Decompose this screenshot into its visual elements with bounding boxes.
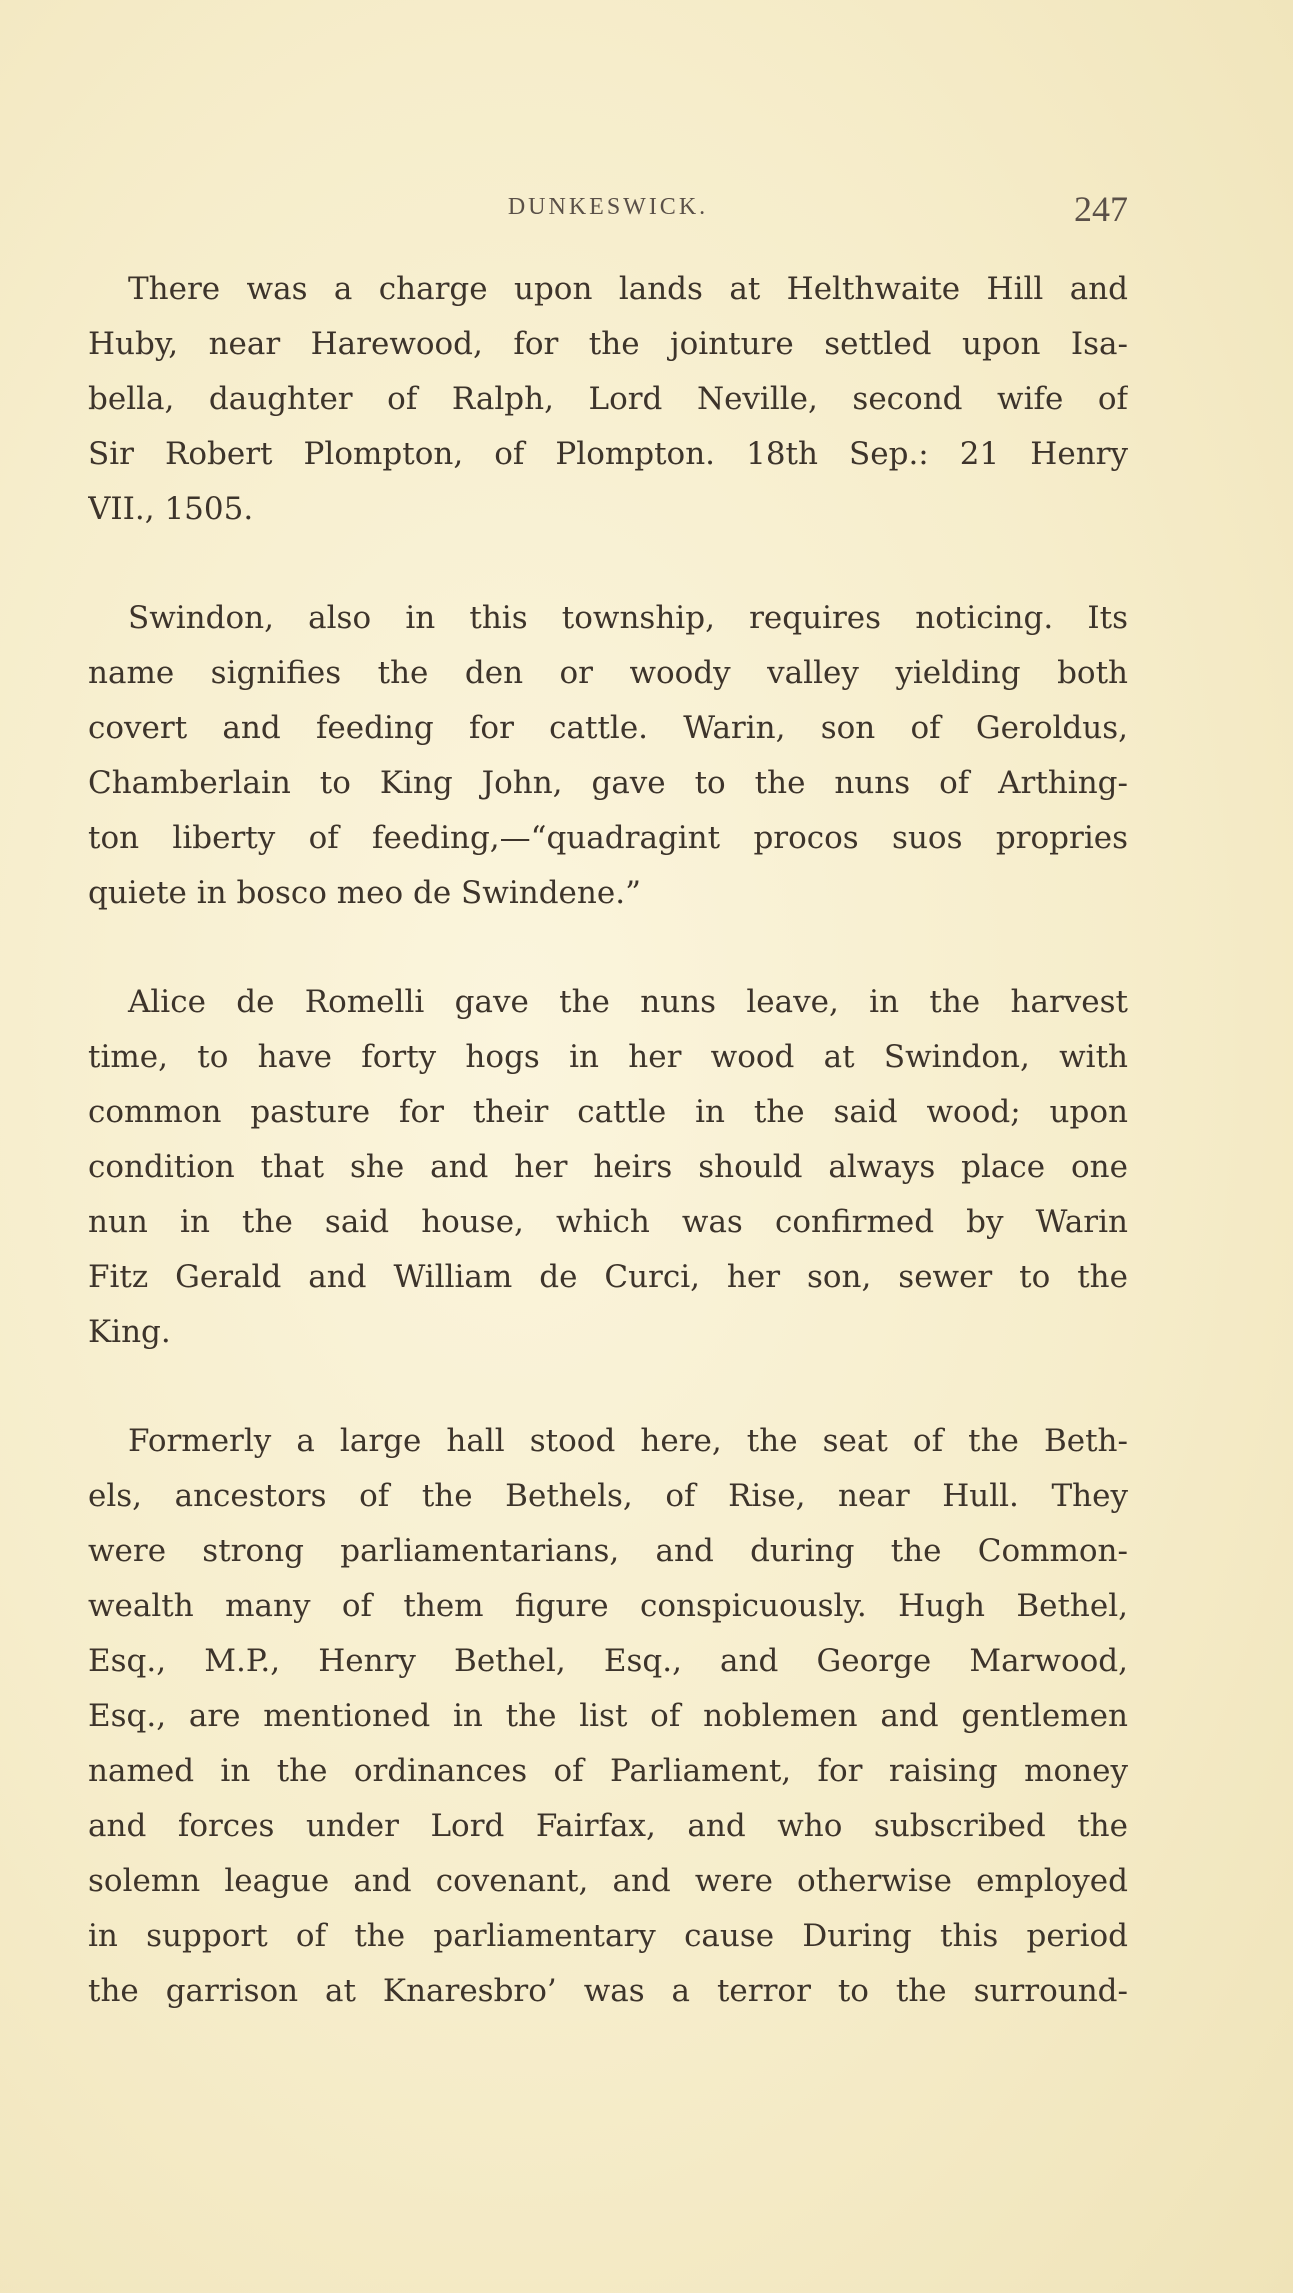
text-line: Formerly a large hall stood here, the seat of the Beth- <box>128 1423 1128 1459</box>
text-line: Chamberlain to King John, gave to the nuns of Arthing- <box>88 765 1128 801</box>
text-line: solemn league and covenant, and were otherwise employed <box>88 1863 1128 1899</box>
text-line: quiete in bosco meo de Swindene.” <box>88 875 641 911</box>
text-line: Esq., M.P., Henry Bethel, Esq., and George Marwood, <box>88 1643 1128 1679</box>
running-head <box>88 188 1128 238</box>
text-line: Alice de Romelli gave the nuns leave, in the harvest <box>128 984 1128 1020</box>
text-line: Huby, near Harewood, for the jointure settled upon Isa- <box>88 326 1128 362</box>
paragraph-4 <box>88 1414 1128 2019</box>
paragraph-3 <box>88 975 1128 1360</box>
text-line: Sir Robert Plompton, of Plompton. 18th Sep.: 21 Henry <box>88 436 1128 472</box>
text-line: VII., 1505. <box>88 491 254 527</box>
text-line: els, ancestors of the Bethels, of Rise, near Hull. They <box>88 1478 1128 1514</box>
text-line: covert and feeding for cattle. Warin, son of Geroldus, <box>88 710 1128 746</box>
paragraph-gap <box>88 537 1128 591</box>
paragraph-gap <box>88 921 1128 975</box>
body-text <box>88 262 1128 2019</box>
text-line: name signifies the den or woody valley yielding both <box>88 655 1128 691</box>
text-line: named in the ordinances of Parliament, for raising money <box>88 1753 1128 1789</box>
text-line: nun in the said house, which was confirmed by Warin <box>88 1204 1128 1240</box>
text-line: in support of the parliamentary cause During this period <box>88 1918 1128 1954</box>
paragraph-gap <box>88 1360 1128 1414</box>
text-line: Fitz Gerald and William de Curci, her son, sewer to the <box>88 1259 1128 1295</box>
paragraph-2 <box>88 591 1128 921</box>
text-line: time, to have forty hogs in her wood at Swindon, with <box>88 1039 1128 1075</box>
text-line: the garrison at Knaresbro’ was a terror to the surround- <box>88 1973 1128 2009</box>
paragraph-1 <box>88 262 1128 537</box>
text-line: common pasture for their cattle in the said wood; upon <box>88 1094 1128 1130</box>
text-line: condition that she and her heirs should always place one <box>88 1149 1128 1185</box>
running-title: DUNKESWICK. <box>507 194 709 220</box>
text-line: Swindon, also in this township, requires noticing. Its <box>128 600 1128 636</box>
text-line: ton liberty of feeding,—“quadragint procos suos propries <box>88 820 1128 856</box>
page-number: 247 <box>1074 189 1128 229</box>
text-line: Esq., are mentioned in the list of noblemen and gentlemen <box>88 1698 1128 1734</box>
text-line: were strong parliamentarians, and during the Common- <box>88 1533 1128 1569</box>
text-line: bella, daughter of Ralph, Lord Neville, second wife of <box>88 381 1128 417</box>
text-line: and forces under Lord Fairfax, and who subscribed the <box>88 1808 1128 1844</box>
text-line: King. <box>88 1314 171 1350</box>
text-line: wealth many of them figure conspicuously. Hugh Bethel, <box>88 1588 1128 1624</box>
text-line: There was a charge upon lands at Helthwaite Hill and <box>128 271 1128 307</box>
